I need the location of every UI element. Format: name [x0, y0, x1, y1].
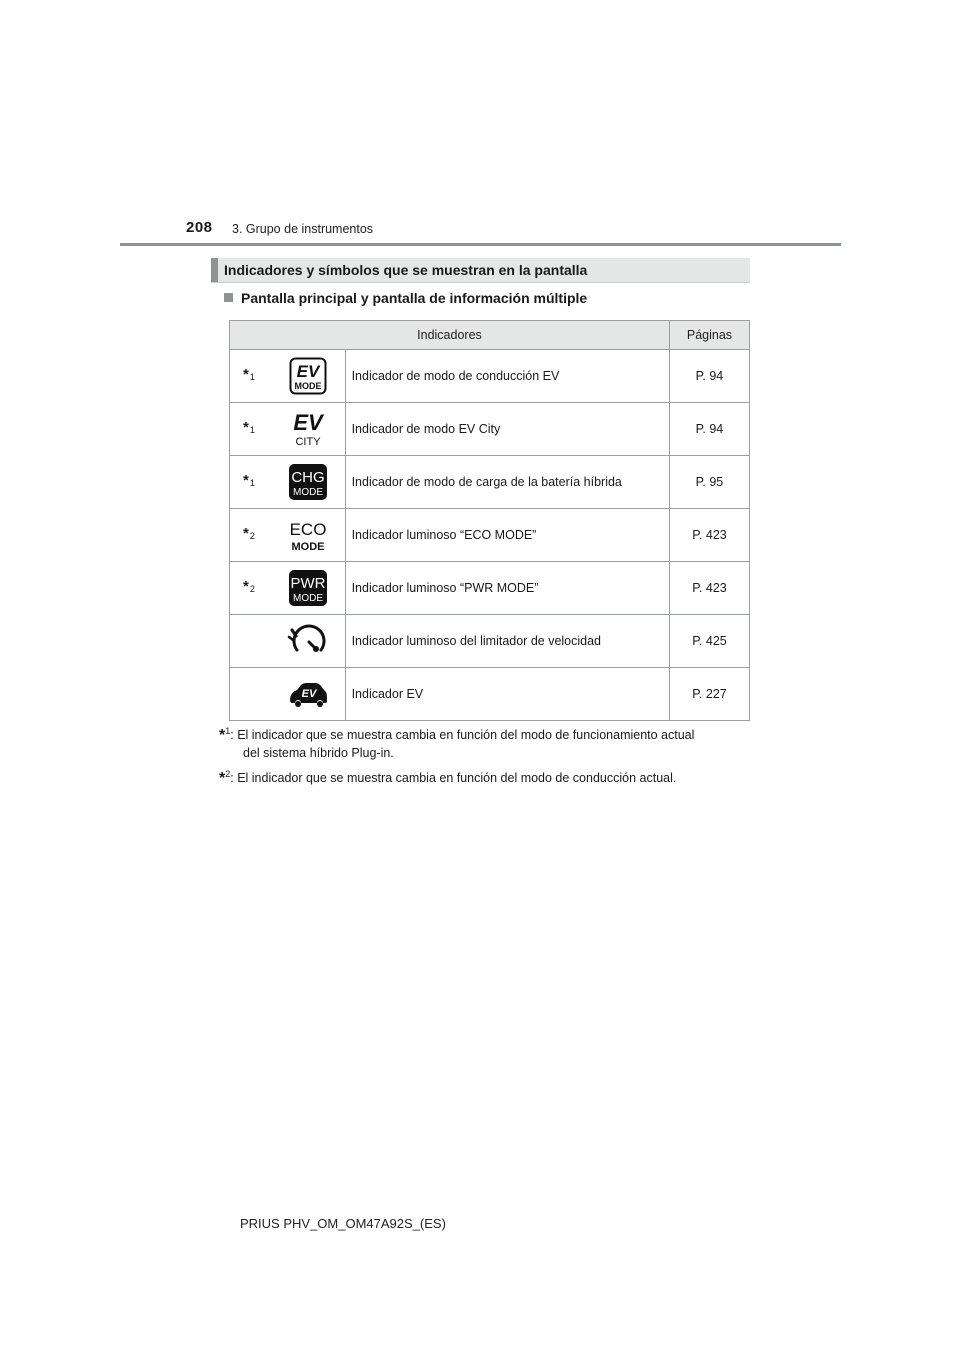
icon-cell: [272, 350, 346, 403]
svg-text:EV: EV: [293, 410, 323, 435]
ev-indicator-icon: [287, 680, 329, 708]
icon-cell: [272, 562, 346, 615]
footnote-marker: $*_1$: [230, 403, 272, 456]
pwr-mode-icon: [288, 569, 328, 607]
page-reference: P. 227: [669, 668, 749, 721]
svg-text:EV: EV: [301, 688, 317, 700]
indicators-table: [229, 320, 750, 721]
footnote-marker: $*_2$: [230, 562, 272, 615]
icon-cell: [272, 403, 346, 456]
header-rule: [120, 243, 841, 246]
chapter-title: 3. Grupo de instrumentos: [232, 222, 374, 236]
page-number: 208: [186, 219, 213, 236]
table-row: [230, 350, 750, 403]
footnote-marker: $*_2$: [230, 509, 272, 562]
footnote-2: *$^2$: El indicador que se muestra cambia en función del modo de conducción actual.: [219, 769, 677, 788]
table-row: [230, 562, 750, 615]
indicator-description: Indicador de modo de conducción EV: [345, 350, 669, 403]
speed-limiter-icon: [287, 624, 329, 658]
footnote-marker: $*_1$: [230, 456, 272, 509]
svg-text:MODE: MODE: [293, 593, 324, 604]
footnote-marker: $*_1$: [230, 350, 272, 403]
header-indicadores: Indicadores: [230, 321, 670, 350]
ev-mode-icon: [289, 357, 327, 395]
page-reference: P. 94: [669, 350, 749, 403]
footnote-1-continuation: del sistema híbrido Plug-in.: [243, 746, 394, 761]
svg-text:CHG: CHG: [291, 469, 325, 486]
page-reference: P. 423: [669, 562, 749, 615]
eco-mode-icon: [288, 516, 328, 554]
footnote-marker: [230, 615, 272, 668]
page-reference: P. 94: [669, 403, 749, 456]
svg-text:MODE: MODE: [294, 381, 322, 391]
page-reference: P. 425: [669, 615, 749, 668]
icon-cell: [272, 615, 346, 668]
subheading-text: Pantalla principal y pantalla de información múltiple: [241, 290, 588, 306]
square-bullet-icon: [224, 293, 233, 302]
section-accent: [211, 258, 218, 282]
icon-cell: [272, 509, 346, 562]
indicator-description: Indicador luminoso del limitador de velocidad: [345, 615, 669, 668]
svg-text:CITY: CITY: [295, 436, 321, 448]
indicator-description: Indicador de modo EV City: [345, 403, 669, 456]
section-title: Indicadores y símbolos que se muestran en la pantalla: [224, 262, 588, 278]
svg-text:ECO: ECO: [289, 520, 327, 539]
page-reference: P. 423: [669, 509, 749, 562]
svg-text:EV: EV: [296, 362, 320, 381]
icon-cell: [272, 668, 346, 721]
svg-text:MODE: MODE: [291, 541, 325, 553]
indicator-description: Indicador luminoso “ECO MODE”: [345, 509, 669, 562]
svg-text:PWR: PWR: [290, 575, 326, 592]
subheading: [224, 290, 587, 306]
indicator-description: Indicador de modo de carga de la batería híbrida: [345, 456, 669, 509]
svg-text:MODE: MODE: [293, 487, 324, 498]
section-heading-bar: [211, 258, 750, 283]
table-row: [230, 615, 750, 668]
table-row: [230, 456, 750, 509]
chg-mode-icon: [288, 463, 328, 501]
document-code: PRIUS PHV_OM_OM47A92S_(ES): [240, 1216, 446, 1231]
footnote-marker: [230, 668, 272, 721]
footnote-1: *$^1$: El indicador que se muestra cambia en función del modo de funcionamiento actual del sistema híbrido Plug-in.: [219, 726, 695, 761]
indicator-description: Indicador luminoso “PWR MODE”: [345, 562, 669, 615]
ev-city-icon: [289, 409, 327, 449]
indicator-description: Indicador EV: [345, 668, 669, 721]
table-row: [230, 668, 750, 721]
page-reference: P. 95: [669, 456, 749, 509]
table-row: [230, 403, 750, 456]
icon-cell: [272, 456, 346, 509]
table-header-row: [230, 321, 750, 350]
header-paginas: Páginas: [669, 321, 749, 350]
table-row: [230, 509, 750, 562]
